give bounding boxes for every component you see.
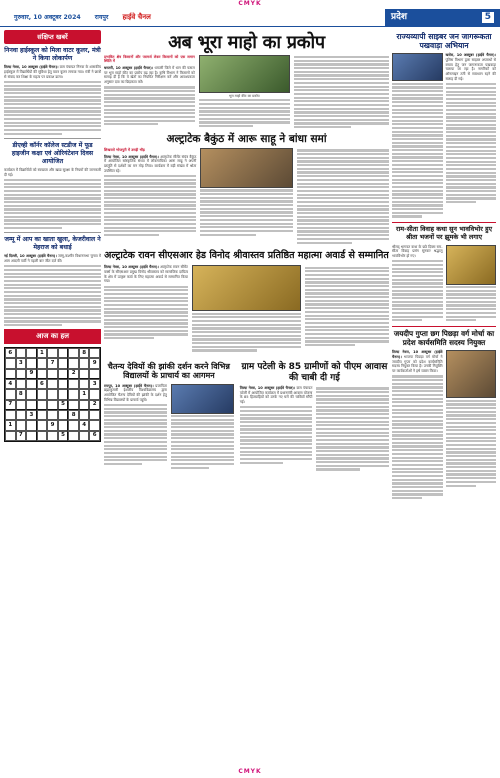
story-5-headline: ग्राम पटेली के 85 ग्रामीणों को पीएम आवास की चाबी दी गई — [241, 362, 388, 383]
sudoku-cell — [79, 369, 90, 379]
right-story-1-headline: राज्यव्यापी साइबर जन जागरूकता पखवाड़ा अभियान — [396, 32, 492, 51]
sudoku-cell — [26, 389, 37, 399]
sudoku-cell — [5, 389, 16, 399]
sudoku-cell — [58, 379, 69, 389]
brief-2 — [4, 142, 101, 229]
right-story-2-text-lines — [392, 260, 443, 321]
sudoku-cell: 7 — [5, 400, 16, 410]
story-2-text-lines — [297, 149, 389, 243]
briefs-label: संक्षिप्त खबरें — [4, 30, 101, 44]
lead-text-lines — [294, 56, 389, 128]
sudoku-cell — [79, 410, 90, 420]
date-line: गुरुवार, 10 अक्टूबर 2024 — [14, 13, 81, 21]
sudoku-cell — [79, 431, 90, 441]
sudoku-cell — [16, 420, 27, 430]
sudoku-cell: 6 — [37, 379, 48, 389]
sudoku-cell — [68, 348, 79, 358]
sudoku-cell: 6 — [89, 431, 100, 441]
sudoku-cell — [47, 369, 58, 379]
story-5-body-cols — [240, 386, 389, 472]
story-3-col-2 — [192, 265, 301, 353]
story-4 — [104, 359, 234, 472]
brief-1 — [4, 47, 101, 135]
sudoku-cell: 8 — [79, 348, 90, 358]
sudoku-cell — [68, 400, 79, 410]
sudoku-cell — [47, 348, 58, 358]
masthead — [0, 9, 500, 27]
sudoku-cell — [89, 389, 100, 399]
sudoku-cell: 6 — [5, 348, 16, 358]
sudoku-cell — [5, 358, 16, 368]
sudoku-cell — [37, 410, 48, 420]
section-name: प्रदेश — [391, 11, 408, 22]
story-4-photo — [171, 384, 234, 414]
divider — [392, 222, 496, 223]
story-5-col-1 — [240, 386, 313, 472]
sudoku-cell — [68, 379, 79, 389]
story-2-headline: अल्ट्राटेक बैकुंठ में आरू साहू ने बांधा समां — [166, 132, 327, 145]
story-5 — [240, 359, 389, 472]
sudoku-cell — [5, 431, 16, 441]
quiz-label: आज का हल — [4, 329, 101, 344]
brief-1-body: तिल्दा नेवरा, 10 अक्टूबर (हाईवे चैनल)। ग्राम पंचायत निनवा के शासकीय हाईस्कूल में विद्यार्थियों की सुविधा हेतु वाटर कूलर लगाया गया। मंत्री ने छात्रों से संवाद कर शिक्षा के महत्व पर प्रकाश डाला। — [4, 65, 101, 79]
story-5-col-2 — [316, 386, 389, 472]
sudoku-cell — [68, 389, 79, 399]
masthead-left — [0, 13, 385, 22]
sudoku-cell: 7 — [47, 358, 58, 368]
cmyk-mark-top: CMYK — [238, 0, 262, 7]
right-story-2-cols — [392, 245, 496, 323]
sudoku-cell — [47, 410, 58, 420]
lead-story — [104, 55, 389, 130]
sudoku-cell — [16, 410, 27, 420]
sudoku-cell — [37, 431, 48, 441]
sudoku-cell — [26, 400, 37, 410]
divider — [392, 326, 496, 327]
right-story-3 — [392, 330, 496, 501]
sudoku-cell — [26, 358, 37, 368]
brief-3-text-lines — [4, 265, 101, 326]
right-story-2-col-1 — [392, 245, 443, 323]
sudoku-cell: 8 — [16, 389, 27, 399]
sudoku-cell — [47, 389, 58, 399]
right-story-1-col-2 — [446, 53, 497, 219]
divider — [4, 232, 101, 233]
right-story-2-photo — [446, 245, 497, 285]
sudoku-cell: 1 — [37, 348, 48, 358]
brief-2-title: डीएव्ही कॉर्नर कॉलेज स्टडीज में फूड हाइजीन कक्षा एवं ओरियंटेशन दिवस आयोजित — [11, 141, 94, 165]
brand-name: हाईवे चैनल — [122, 13, 151, 22]
sudoku-cell — [5, 369, 16, 379]
story-2-col-3 — [297, 148, 389, 245]
sudoku-cell: 9 — [89, 358, 100, 368]
lead-photo-caption: भूरा माहो कीट का प्रकोप — [228, 93, 260, 98]
city: रायपुर — [94, 13, 109, 21]
sudoku-cell: 5 — [58, 431, 69, 441]
sudoku-cell — [89, 410, 100, 420]
left-column — [4, 30, 101, 766]
sudoku-cell: 2 — [89, 400, 100, 410]
right-column — [392, 30, 496, 766]
right-story-3-cols — [392, 350, 496, 501]
right-story-1-text-lines — [446, 83, 497, 203]
brief-2-body: कार्यक्रम में विद्यार्थियों को स्वच्छता और खाद्य सुरक्षा के नियमों की जानकारी दी गई। — [4, 167, 101, 177]
sudoku-cell — [26, 420, 37, 430]
right-story-1-cols — [392, 53, 496, 219]
sudoku-cell — [58, 410, 69, 420]
sudoku-cell — [37, 369, 48, 379]
right-story-1-body: खरोरा, 10 अक्टूबर (हाईवे चैनल)। पुलिस विभाग द्वारा साइबर अपराधों से बचाव हेतु जन जागरूकता पखवाड़ा चलाया जा रहा है। नागरिकों को ऑनलाइन ठगी से सावधान रहने की सलाह दी गई। — [445, 53, 496, 81]
story-4-headline: चैतन्य देवियों की झांकी दर्शन करने विभिन्न विद्यालयों के प्राचार्य का आगमन — [107, 362, 230, 381]
sudoku-cell — [37, 389, 48, 399]
sudoku-cell: 9 — [26, 369, 37, 379]
sudoku-cell — [58, 389, 69, 399]
sudoku-cell — [16, 379, 27, 389]
brief-3-body: नई दिल्ली, 10 अक्टूबर (हाईवे चैनल)। जम्मू-कश्मीर विधानसभा चुनाव में आम आदमी पार्टी ने पहली बार जीत दर्ज की। — [4, 254, 101, 263]
story-2-photo — [200, 148, 292, 188]
sudoku-cell — [79, 379, 90, 389]
sudoku-cell — [26, 348, 37, 358]
brief-3-title: जम्मू में आप का खाता खुला, केजरीवाल ने मेहराज को बधाई — [4, 236, 101, 252]
story-4-body-cols — [104, 384, 234, 471]
story-3 — [104, 265, 389, 353]
sudoku-cell: 3 — [89, 379, 100, 389]
sudoku-cell — [68, 358, 79, 368]
right-story-1-photo — [392, 53, 443, 81]
right-story-3-text-lines — [392, 375, 443, 499]
story-2-col-2 — [200, 148, 292, 245]
lead-headline: अब भूरा माहो का प्रकोप — [168, 32, 325, 53]
story-3-headline: अल्ट्राटेक रावन सीएसआर हेड विनोद श्रीवास्तव प्रतिष्ठित महात्मा अवार्ड से सम्मानित — [104, 250, 389, 262]
story-4-text-lines — [104, 404, 167, 465]
sudoku-cell — [79, 400, 90, 410]
brief-1-text-lines — [4, 81, 101, 135]
sudoku-cell — [89, 369, 100, 379]
sudoku-cell — [5, 410, 16, 420]
sudoku-grid — [4, 347, 101, 442]
sudoku-cell — [47, 379, 58, 389]
divider — [4, 138, 101, 139]
story-4-col-1 — [104, 384, 167, 471]
right-story-3-photo — [446, 350, 497, 398]
story-3-text-lines — [104, 286, 188, 340]
lead-col-1 — [104, 55, 195, 130]
right-story-1-col-1 — [392, 53, 443, 219]
sudoku-cell — [58, 358, 69, 368]
sudoku-cell: 2 — [68, 369, 79, 379]
story-2-text-lines — [200, 189, 292, 235]
sudoku-cell — [89, 348, 100, 358]
right-story-3-text-lines — [446, 400, 497, 487]
brief-1-title: निनवा हाईस्कूल को मिला वाटर कूलर, मंत्री ने किया लोकार्पण — [4, 47, 101, 63]
story-3-text-lines — [192, 313, 301, 352]
bottom-stories — [104, 359, 389, 472]
main-column — [104, 30, 389, 766]
right-story-3-body: तिल्दा नेवरा, 10 अक्टूबर (हाईवे चैनल)। भाजपा पिछड़ा वर्ग मोर्चा ने जयदीप गुप्ता को प्रदेश कार्यसमिति सदस्य नियुक्त किया है। उनकी नियुक्ति पर कार्यकर्ताओं ने हर्ष व्यक्त किया। — [392, 350, 443, 374]
sudoku-cell: 3 — [16, 358, 27, 368]
right-story-3-headline: जयदीप गुप्ता छग पिछड़ा वर्ग मोर्चा का प्रदेश कार्यसमिति सदस्य नियुक्त — [393, 328, 495, 347]
sudoku-cell — [16, 348, 27, 358]
sudoku-cell: 9 — [47, 420, 58, 430]
right-story-3-col-1 — [392, 350, 443, 501]
sudoku-cell: 5 — [58, 400, 69, 410]
story-4-text-lines — [171, 415, 234, 469]
sudoku-cell — [79, 358, 90, 368]
story-3-col-3 — [305, 265, 389, 353]
sudoku-cell — [68, 420, 79, 430]
story-2 — [104, 148, 389, 245]
right-story-2-body: श्रीमद् भागवत कथा के छठे दिवस राम-सीता विवाह प्रसंग सुनकर श्रद्धालु भावविभोर हो गए। — [392, 244, 443, 258]
story-2-subhead: शिखरतो भोजपुरी में उमड़ी भीड़ — [104, 147, 145, 152]
sudoku-cell — [47, 431, 58, 441]
lead-text-lines — [104, 86, 195, 125]
story-3-text-lines — [305, 267, 389, 347]
sudoku-cell — [47, 400, 58, 410]
sudoku-cell — [26, 379, 37, 389]
lead-col-2 — [199, 55, 290, 130]
sudoku-cell — [16, 400, 27, 410]
right-story-2-headline: राम-सीता विवाह कथा सुन भावविभोर हुए श्रीता भजनों पर झूमके भी लगाए — [395, 225, 493, 241]
right-story-2-col-2 — [446, 245, 497, 323]
lead-text-lines — [199, 99, 290, 127]
brief-3 — [4, 236, 101, 326]
story-3-col-1 — [104, 265, 188, 353]
story-5-text-lines — [316, 387, 389, 470]
sudoku-cell — [37, 358, 48, 368]
story-3-body: तिल्दा नेवरा, 10 अक्टूबर (हाईवे चैनल)। अल्ट्राटेक रावन सीमेंट वर्क्स के सीएसआर प्रमुख विनोद श्रीवास्तव को सामाजिक दायित्व के क्षेत्र में उत्कृष्ट कार्य के लिए महात्मा अवार्ड से सम्मानित किया गया। — [104, 265, 188, 284]
right-story-3-col-2 — [446, 350, 497, 501]
section-bar — [385, 9, 500, 27]
sudoku-cell — [37, 400, 48, 410]
sudoku-cell: 4 — [5, 379, 16, 389]
right-story-1 — [392, 32, 496, 219]
sudoku-cell: 8 — [68, 410, 79, 420]
sudoku-cell — [58, 369, 69, 379]
story-5-text-lines — [240, 406, 313, 464]
sudoku-cell: 1 — [5, 420, 16, 430]
story-2-body: तिल्दा नेवरा, 10 अक्टूबर (हाईवे चैनल)। अल्ट्राटेक सीमेंट संयंत्र बैकुंठ में आयोजित सांस्कृतिक संध्या में लोकगायिका आरू साहू ने अपनी प्रस्तुति से दर्शकों का मन मोह लिया। कार्यक्रम में बड़ी संख्या में श्रोता उपस्थित रहे। — [104, 154, 197, 173]
sudoku-cell — [89, 420, 100, 430]
sudoku-cell — [37, 420, 48, 430]
sudoku-cell: 4 — [79, 420, 90, 430]
cmyk-mark-bottom: CMYK — [238, 768, 262, 775]
sudoku-cell — [16, 369, 27, 379]
right-story-2 — [392, 226, 496, 323]
sudoku-cell: 3 — [26, 410, 37, 420]
sudoku-cell — [58, 348, 69, 358]
right-story-2-text-lines — [446, 286, 497, 321]
story-5-body: तिल्दा नेवरा, 10 अक्टूबर (हाईवे चैनल)। ग्राम पंचायत पटेली में आयोजित कार्यक्रम में प्रधानमंत्री आवास योजना के 85 हितग्राहियों को उनके नए घरों की चाबियाँ सौंपी गईं। — [239, 385, 313, 405]
story-3-photo — [192, 265, 301, 311]
sudoku-cell — [26, 431, 37, 441]
story-2-col-1 — [104, 148, 196, 245]
sudoku-cell: 7 — [16, 431, 27, 441]
page-number: 5 — [482, 12, 494, 23]
story-2-text-lines — [104, 175, 196, 236]
lead-col-3 — [294, 55, 389, 130]
right-story-1-text-lines — [392, 83, 443, 218]
sudoku-cell — [58, 420, 69, 430]
lead-subhead: प्रभावित क्षेत्र किसानों और परामर्श लेकर किसानों को एक समान स्थिति में — [104, 54, 195, 64]
brief-2-text-lines — [4, 179, 101, 229]
sudoku-cell — [68, 431, 79, 441]
lead-photo — [199, 55, 290, 93]
story-4-body: रायपुर, 10 अक्टूबर (हाईवे चैनल)। प्रजापिता ब्रह्माकुमारी ईश्वरीय विश्वविद्यालय द्वारा आयोजित चैतन्य देवियों की झांकी के दर्शन हेतु विभिन्न विद्यालयों के प्राचार्य पहुंचे। — [104, 383, 167, 402]
story-4-col-2 — [171, 384, 234, 471]
sudoku-cell: 1 — [79, 389, 90, 399]
lead-body: धमतरी, 10 अक्टूबर (हाईवे चैनल)। धमतरी जिले में धान की फसल पर भूरा माहो कीट का प्रकोप बढ़ रहा है। कृषि विभाग ने किसानों को सलाह दी है कि वे खेतों का नियमित निरीक्षण करें और आवश्यकता अनुसार दवा का छिड़काव करें। — [104, 65, 195, 85]
